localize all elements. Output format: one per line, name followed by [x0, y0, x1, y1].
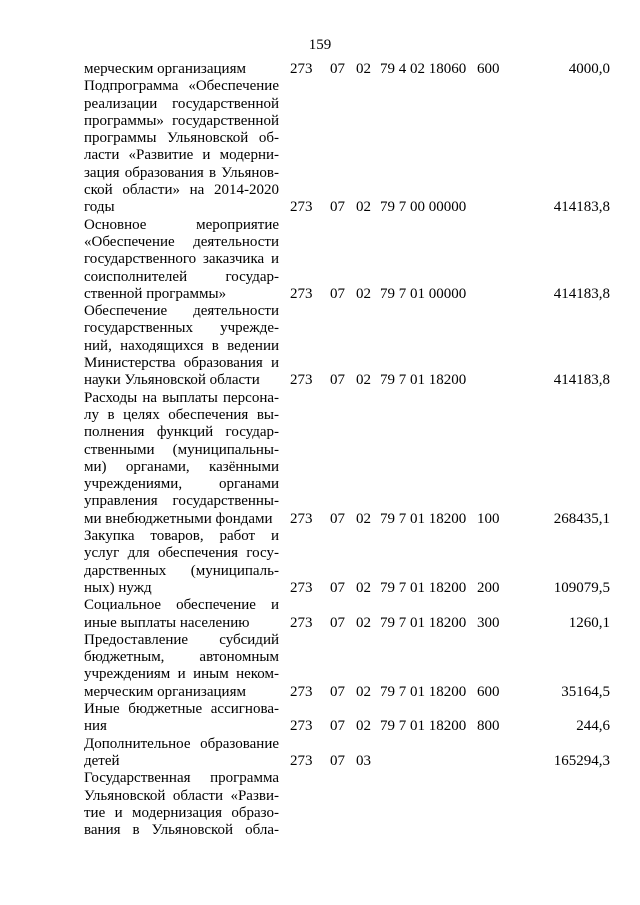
ved-code: 273	[290, 718, 313, 735]
amount: 109079,5	[553, 579, 610, 596]
ved-code: 273	[290, 510, 313, 527]
row-name-line: Обеспечение деятельности	[84, 303, 279, 320]
row-name-line: услуг для обеспечения госу-	[84, 545, 279, 562]
row-name	[84, 78, 279, 216]
row-name-line: Министерства образования и	[84, 355, 279, 372]
row-name-line: дарственных (муниципаль-	[84, 562, 279, 579]
target-article-code: 79 4 02 18060	[380, 61, 467, 77]
amount: 268435,1	[553, 510, 610, 527]
row-name-line: Подпрограмма «Обеспечение	[84, 78, 279, 95]
section-code: 07	[330, 683, 345, 700]
expense-type-code: 300	[477, 614, 500, 631]
row-name	[84, 303, 279, 389]
row-name-line: бюджетным, автономным	[84, 649, 279, 666]
row-name-line: реализации государственной	[84, 95, 279, 112]
row-name-line: Расходы на выплаты персона-	[84, 389, 279, 406]
subsection-code: 02	[356, 683, 371, 700]
row-name-line: «Обеспечение деятельности	[84, 233, 279, 250]
expense-type-code: 600	[477, 61, 500, 77]
row-name-line: Предоставление субсидий	[84, 631, 279, 648]
row-name	[84, 632, 279, 701]
row-name-line: Дополнительное образование	[84, 735, 279, 752]
ved-code: 273	[290, 199, 313, 216]
row-name-line: управления государственны-	[84, 493, 279, 510]
row-name-line: программы» государственной	[84, 112, 279, 129]
row-name-line: Иные бюджетные ассигнова-	[84, 701, 279, 718]
row-name	[84, 61, 279, 78]
target-article-code: 79 7 00 00000	[380, 199, 467, 216]
row-name-line: науки Ульяновской области	[84, 372, 260, 389]
row-name-line: детей	[84, 752, 120, 769]
section-code: 07	[330, 61, 345, 77]
subsection-code: 03	[356, 752, 371, 769]
row-name	[84, 701, 279, 736]
row-name-line: иные выплаты населению	[84, 614, 250, 631]
ved-code: 273	[290, 579, 313, 596]
row-name-line: ственными (муниципальны-	[84, 441, 279, 458]
row-name-line: Ульяновской области «Разви-	[84, 787, 279, 804]
row-name-line: зация образования в Ульянов-	[84, 164, 279, 181]
row-name-line: ской области» на 2014-2020	[84, 182, 279, 199]
row-name-line: полнения функций государ-	[84, 424, 279, 441]
target-article-code: 79 7 01 18200	[380, 510, 467, 527]
row-name-line: мерческим организациям	[84, 61, 246, 77]
row-name-line: Государственная программа	[84, 770, 279, 787]
ved-code: 273	[290, 61, 313, 77]
amount: 1260,1	[568, 614, 610, 631]
row-name-line: тие и модернизация образо-	[84, 804, 279, 821]
row-name	[84, 597, 279, 632]
target-article-code: 79 7 01 18200	[380, 614, 467, 631]
ved-code: 273	[290, 614, 313, 631]
row-name-line: ласти «Развитие и модерни-	[84, 147, 279, 164]
row-name-line: мерческим организациям	[84, 683, 246, 700]
page-number: 159	[308, 37, 332, 53]
target-article-code: 79 7 01 18200	[380, 683, 467, 700]
section-code: 07	[330, 718, 345, 735]
row-name-line: годы	[84, 199, 115, 216]
row-name	[84, 528, 279, 597]
row-name	[84, 390, 279, 528]
row-name	[84, 217, 279, 303]
row-name-line: государственных учрежде-	[84, 320, 279, 337]
subsection-code: 02	[356, 510, 371, 527]
row-name-line: Социальное обеспечение и	[84, 597, 279, 614]
target-article-code: 79 7 01 18200	[380, 718, 467, 735]
row-name-line: учреждениям и иным неком-	[84, 666, 279, 683]
row-name-line: Закупка товаров, работ и	[84, 528, 279, 545]
target-article-code: 79 7 01 00000	[380, 285, 467, 302]
section-code: 07	[330, 199, 345, 216]
subsection-code: 02	[356, 285, 371, 302]
amount: 4000,0	[568, 61, 610, 77]
section-code: 07	[330, 510, 345, 527]
amount: 35164,5	[561, 683, 610, 700]
row-name-line: программы Ульяновской об-	[84, 130, 279, 147]
section-code: 07	[330, 614, 345, 631]
row-name-line: ных) нужд	[84, 579, 152, 596]
row-name-line: лу в целях обеспечения вы-	[84, 406, 279, 423]
expense-type-code: 600	[477, 683, 500, 700]
subsection-code: 02	[356, 199, 371, 216]
row-name	[84, 736, 279, 771]
section-code: 07	[330, 579, 345, 596]
amount: 165294,3	[553, 752, 610, 769]
section-code: 07	[330, 372, 345, 389]
ved-code: 273	[290, 372, 313, 389]
row-name-line: ственной программы»	[84, 285, 227, 302]
amount: 414183,8	[553, 199, 610, 216]
row-name-line: ми внебюджетными фондами	[84, 510, 273, 527]
row-name-line: ния	[84, 718, 107, 735]
expense-type-code: 100	[477, 510, 500, 527]
amount: 414183,8	[553, 285, 610, 302]
row-name-line: государственного заказчика и	[84, 251, 279, 268]
row-name-line: вания в Ульяновской обла-	[84, 822, 279, 839]
row-name-line: учреждениями, органами	[84, 476, 279, 493]
ved-code: 273	[290, 285, 313, 302]
ved-code: 273	[290, 683, 313, 700]
target-article-code: 79 7 01 18200	[380, 579, 467, 596]
subsection-code: 02	[356, 579, 371, 596]
expense-type-code: 800	[477, 718, 500, 735]
section-code: 07	[330, 752, 345, 769]
row-name-line: соисполнителей государ-	[84, 268, 279, 285]
amount: 244,6	[576, 718, 610, 735]
target-article-code: 79 7 01 18200	[380, 372, 467, 389]
subsection-code: 02	[356, 718, 371, 735]
row-name-line: Основное мероприятие	[84, 216, 279, 233]
row-name-line: ми) органами, казёнными	[84, 458, 279, 475]
row-name-line: ний, находящихся в ведении	[84, 337, 279, 354]
expense-type-code: 200	[477, 579, 500, 596]
subsection-code: 02	[356, 372, 371, 389]
row-name	[84, 770, 279, 839]
subsection-code: 02	[356, 61, 371, 77]
subsection-code: 02	[356, 614, 371, 631]
section-code: 07	[330, 285, 345, 302]
ved-code: 273	[290, 752, 313, 769]
amount: 414183,8	[553, 372, 610, 389]
